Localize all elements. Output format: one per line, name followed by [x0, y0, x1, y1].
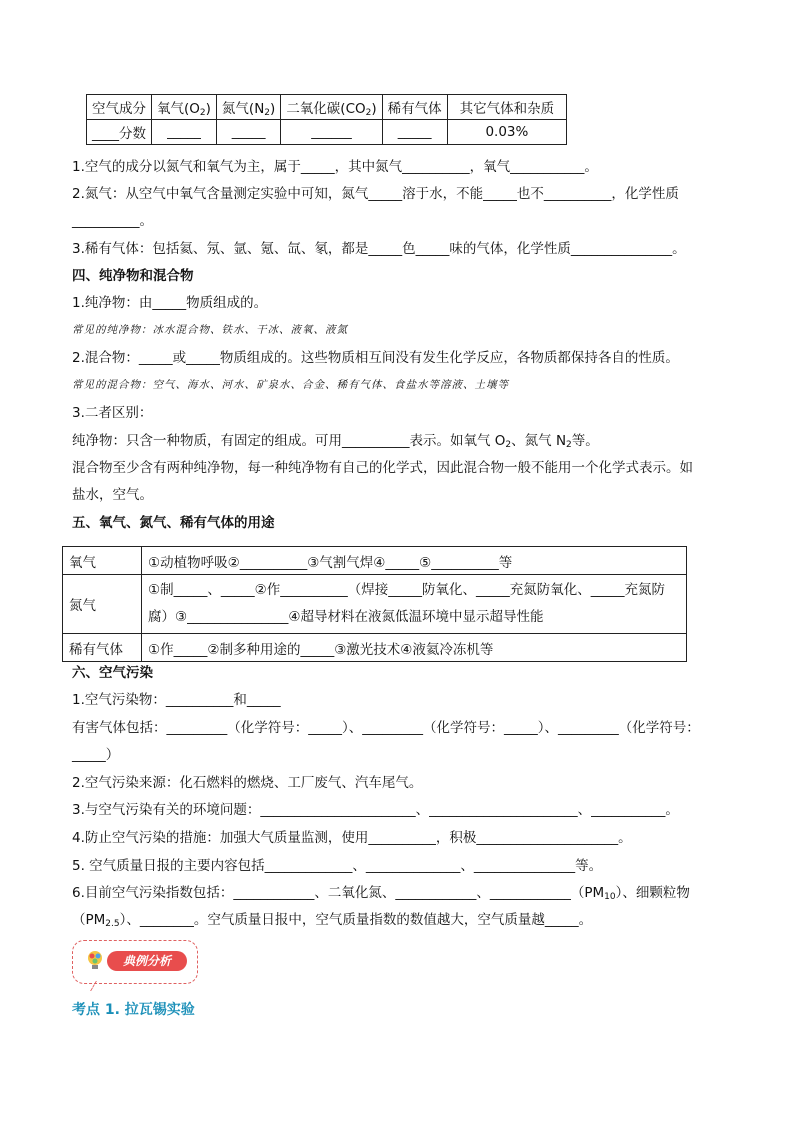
section6-item4: 4.防止空气污染的措施：加强大气质量监测，使用__________，积极_____________________。	[72, 830, 632, 846]
table-cell-gas-name: 氧气	[63, 547, 142, 575]
table-cell-uses: ①动植物呼吸②__________③气割气焊④_____⑤__________等	[142, 547, 687, 575]
section6-item5: 5. 空气质量日报的主要内容包括_____________、______________、_______________等。	[72, 858, 603, 874]
section3-item1: 1.空气的成分以氮气和氧气为主，属于_____，其中氮气__________，氧气___________。	[72, 159, 598, 175]
section6-item6-line2: $(PM_{2.5})$、________。空气质量日报中，空气质量指数的数值越大，空气质量越_____。	[72, 912, 593, 929]
section4-item2-example: 常见的混合物：空气、海水、河水、矿泉水、合金、稀有气体、食盐水等溶液、土壤等	[72, 379, 509, 391]
section6-item2: 2.空气污染来源：化石燃料的燃烧、工厂废气、汽车尾气。	[72, 775, 423, 791]
section6-item3: 3.与空气污染有关的环境问题：_______________________、______________________、___________。	[72, 802, 679, 818]
table-header-cell: 氧气$(O_2)$	[152, 95, 217, 120]
section6-item6-line1: 6.目前空气污染指数包括：____________、二氧化氮、____________、$\_\_\_\_\_\_\_\_\_\_\_\_(PM_{10})$、细颗粒物	[72, 885, 690, 902]
table-header-cell: 空气成分	[87, 95, 152, 120]
table-row	[87, 120, 567, 145]
table-row	[87, 95, 567, 120]
table-header-cell: 其它气体和杂质	[447, 95, 567, 120]
badge-tail	[90, 981, 107, 991]
badge-label: 典例分析	[107, 951, 187, 971]
lightbulb-icon	[83, 948, 107, 974]
gas-uses-table	[62, 546, 687, 662]
table-cell-uses: ①制_____、_____②作__________（焊接_____防氧化、_____充氮防氧化、_____充氮防 腐）③_______________④超导材料在液氮低温环境中显示超导性能	[142, 575, 687, 634]
section3-item2-line1: 2.氮气：从空气中氧气含量测定实验中可知，氮气_____溶于水，不能_____也不__________，化学性质	[72, 186, 679, 202]
section6-item1: 1.空气污染物：__________和_____	[72, 692, 281, 708]
table-cell-blank: _____	[216, 120, 280, 145]
table-header-cell: 氮气$(N_2)$	[216, 95, 280, 120]
kaodian-title: 考点 1. 拉瓦锡实验	[72, 1002, 195, 1018]
air-composition-table	[86, 94, 567, 145]
table-header-cell: 二氧化碳$(CO_2)$	[281, 95, 382, 120]
table-cell: 0.03%	[447, 120, 567, 145]
section5-heading: 五、氧气、氮气、稀有气体的用途	[72, 515, 275, 531]
example-analysis-badge	[72, 940, 198, 984]
section3-item3: 3.稀有气体：包括氦、氖、氩、氪、氙、氡，都是_____色_____味的气体，化学性质_______________。	[72, 241, 686, 257]
table-row	[63, 547, 687, 575]
section4-item1-example: 常见的纯净物：冰水混合物、铁水、干冰、液氧、液氮	[72, 324, 348, 336]
table-cell-gas-name: 稀有气体	[63, 634, 142, 662]
section4-item3b-line1: 混合物至少含有两种纯净物，每一种纯净物有自己的化学式，因此混合物一般不能用一个化学式表示。如	[72, 460, 693, 476]
table-cell-blank: _____	[382, 120, 447, 145]
table-cell: ____分数	[87, 120, 152, 145]
table-cell-gas-name: 氮气	[63, 575, 142, 634]
section6-heading: 六、空气污染	[72, 665, 153, 681]
table-cell-blank: _____	[152, 120, 217, 145]
section6-item1b-line1: 有害气体包括：_________（化学符号：_____）、_________（化学符号：_____）、_________（化学符号：	[72, 720, 700, 736]
table-header-cell: 稀有气体	[382, 95, 447, 120]
section4-item3a: 纯净物：只含一种物质，有固定的组成。可用__________表示。如氧气 $O_2$、氮气 $N_2$等。	[72, 433, 599, 450]
table-row	[63, 575, 687, 634]
section4-item3b-line2: 盐水，空气。	[72, 487, 153, 503]
table-cell-uses: ①作_____②制多种用途的_____③激光技术④液氦冷冻机等	[142, 634, 687, 662]
section6-item1b-line2: _____）	[72, 747, 120, 763]
section4-heading: 四、纯净物和混合物	[72, 268, 194, 284]
table-row	[63, 634, 687, 662]
section3-item2-line2: __________。	[72, 213, 153, 229]
section4-item3: 3.二者区别：	[72, 405, 153, 421]
section4-item1: 1.纯净物：由_____物质组成的。	[72, 295, 268, 311]
table-cell-blank: ______	[281, 120, 382, 145]
section4-item2: 2.混合物：_____或_____物质组成的。这些物质相互间没有发生化学反应，各物质都保持各自的性质。	[72, 350, 679, 366]
